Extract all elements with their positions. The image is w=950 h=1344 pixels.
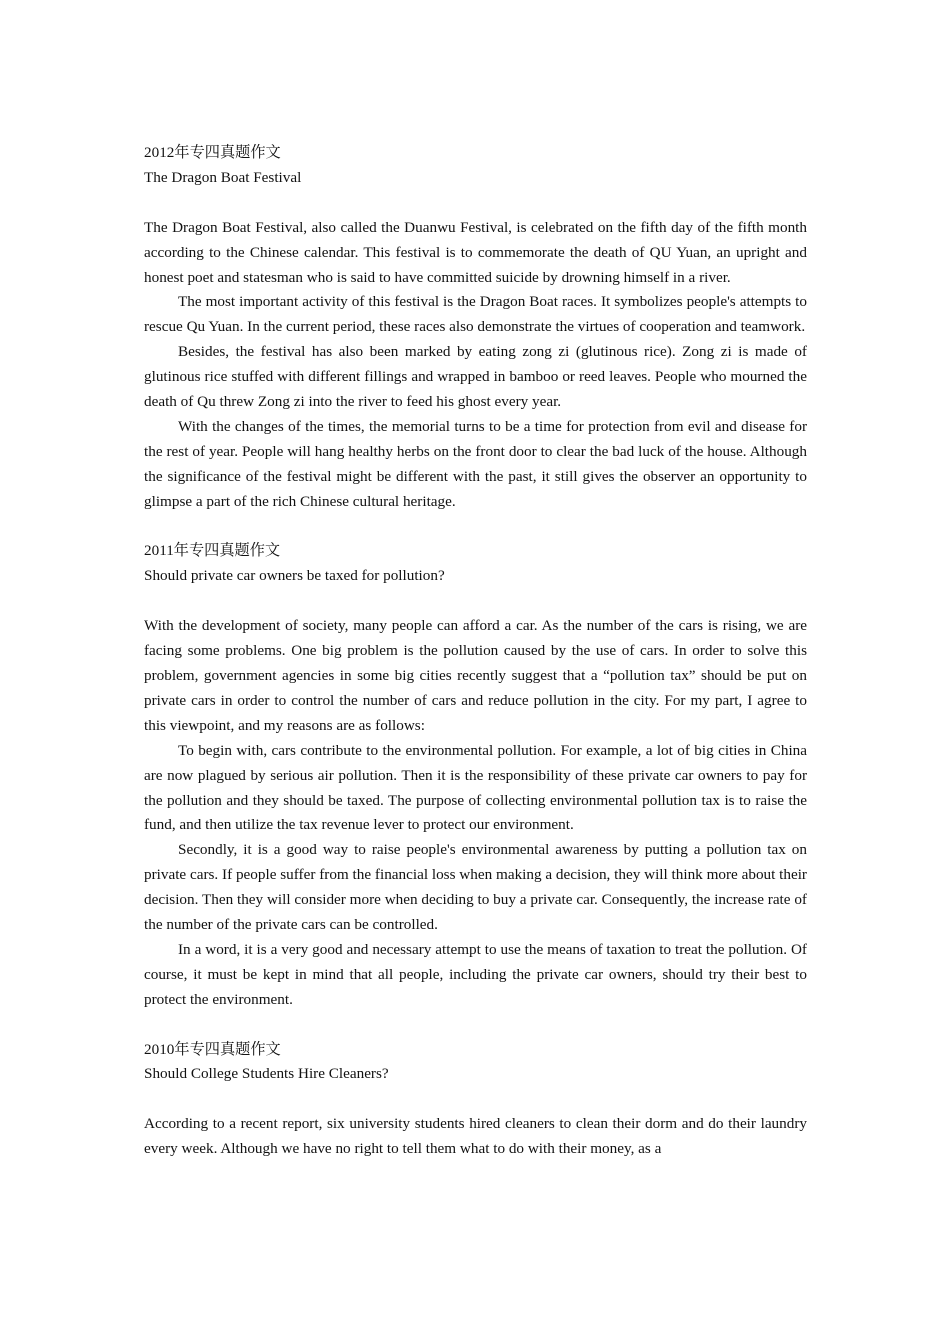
essay-heading: 2012年专四真题作文 (144, 144, 281, 161)
paragraph: Secondly, it is a good way to raise people's environmental awareness by putting a pollution tax on private cars. If people suffer from the financial loss when making a decision, they will think more about their decision. Then they will consider more when deciding to buy a private car. Consequently, the increase rate of the number of the private cars can be controlled. (144, 841, 807, 934)
essay-heading: 2011年专四真题作文 (144, 542, 281, 560)
essay-2012 (144, 141, 807, 515)
paragraph: To begin with, cars contribute to the environmental pollution. For example, a lot of big cities in China are now plagued by serious air pollution. Then it is the responsibility of these private car owners to pay for the pollution and they should be taxed. The purpose of collecting environmental pollution tax is to raise the fund, and then utilize the tax revenue lever to protect our environment. (144, 741, 807, 834)
paragraph: With the development of society, many people can afford a car. As the number of the cars is rising, we are facing some problems. One big problem is the pollution caused by the use of cars. In order to solve this problem, government agencies in some big cities recently suggest that a “pollution tax” should be put on private cars in order to control the number of cars and reduce pollution in the city. For my part, I agree to this viewpoint, and my reasons are as follows: (144, 617, 807, 734)
document-page (144, 141, 807, 1162)
essay-heading: 2010年专四真题作文 (144, 1040, 281, 1058)
paragraph: With the changes of the times, the memorial turns to be a time for protection from evil and disease for the rest of year. People will hang healthy herbs on the front door to clear the bad luck of the house. Although the significance of the festival might be different with the past, it still gives the observer an opportunity to glimpse a part of the rich Chinese cultural heritage. (144, 417, 807, 510)
paragraph: According to a recent report, six university students hired cleaners to clean their dorm and do their laundry every week. Although we have no right to tell them what to do with their money, as a (144, 1115, 807, 1158)
essay-2010 (144, 1038, 807, 1163)
paragraph: The most important activity of this festival is the Dragon Boat races. It symbolizes people's attempts to rescue Qu Yuan. In the current period, these races also demonstrate the virtues of cooperation and teamwork. (144, 293, 807, 336)
essay-title: Should private car owners be taxed for pollution? (144, 567, 445, 585)
essay-title: Should College Students Hire Cleaners? (144, 1065, 389, 1083)
essay-2011 (144, 539, 807, 1012)
paragraph: In a word, it is a very good and necessary attempt to use the means of taxation to treat the pollution. Of course, it must be kept in mind that all people, including the private car owners, should try their best to protect the environment. (144, 940, 807, 1008)
paragraph: The Dragon Boat Festival, also called the Duanwu Festival, is celebrated on the fifth day of the fifth month according to the Chinese calendar. This festival is to commemorate the death of QU Yuan, an upright and honest poet and statesman who is said to have committed suicide by drowning himself in a river. (144, 218, 807, 286)
paragraph: Besides, the festival has also been marked by eating zong zi (glutinous rice). Zong zi is made of glutinous rice stuffed with different fillings and wrapped in bamboo or reed leaves. People who mourned the death of Qu threw Zong zi into the river to feed his ghost every year. (144, 343, 807, 411)
essay-title: The Dragon Boat Festival (144, 168, 302, 186)
